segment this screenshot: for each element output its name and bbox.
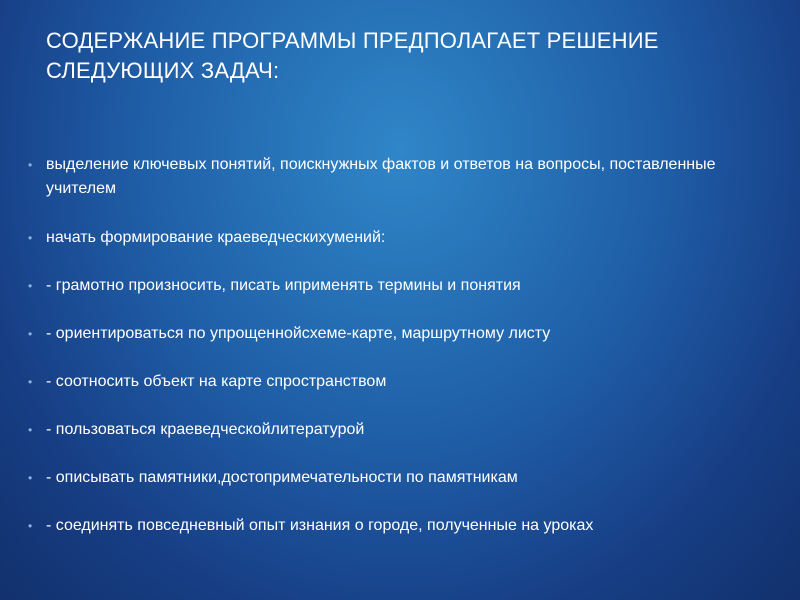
bullet-list (28, 153, 788, 562)
slide-title-line-1: СОДЕРЖАНИЕ ПРОГРАММЫ ПРЕДПОЛАГАЕТ РЕШЕНИЕ (46, 28, 659, 53)
bullet-item (28, 370, 788, 394)
bullet-text: - ориентироваться по упрощеннойсхеме-карте, маршрутному листу (46, 325, 551, 342)
bullet-text: - пользоваться краеведческойлитературой (46, 421, 365, 438)
slide-title (46, 26, 746, 86)
bullet-item (28, 466, 788, 490)
bullet-item (28, 153, 788, 201)
bullet-item (28, 274, 788, 298)
bullet-dot-icon: • (28, 519, 33, 533)
slide-title-line-2: СЛЕДУЮЩИХ ЗАДАЧ: (46, 58, 280, 83)
bullet-dot-icon: • (28, 231, 33, 245)
bullet-text: - описывать памятники,достопримечательности по памятникам (46, 469, 518, 486)
bullet-dot-icon: • (28, 375, 33, 389)
bullet-item (28, 226, 788, 250)
bullet-text: - соединять повседневный опыт изнания о городе, полученные на уроках (46, 517, 594, 534)
bullet-item (28, 514, 788, 538)
bullet-dot-icon: • (28, 158, 33, 172)
bullet-text: - соотносить объект на карте спространством (46, 373, 387, 390)
bullet-text: начать формирование краеведческихумений: (46, 229, 386, 246)
bullet-item (28, 418, 788, 442)
bullet-dot-icon: • (28, 279, 33, 293)
bullet-dot-icon: • (28, 471, 33, 485)
bullet-text: выделение ключевых понятий, поискнужных фактов и ответов на вопросы, поставленные учителем (46, 156, 716, 197)
bullet-item (28, 322, 788, 346)
bullet-dot-icon: • (28, 327, 33, 341)
bullet-text: - грамотно произносить, писать иприменять термины и понятия (46, 277, 521, 294)
bullet-dot-icon: • (28, 423, 33, 437)
